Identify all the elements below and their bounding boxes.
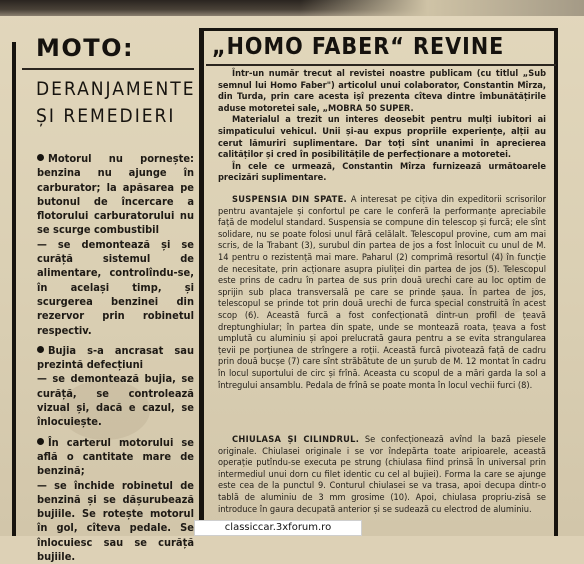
left-column-rule	[12, 42, 16, 536]
article-title: „HOMO FABER“ REVINE	[212, 34, 505, 60]
section-heading: SUSPENSIA DIN SPATE.	[232, 194, 347, 205]
article-title-underline	[206, 64, 556, 66]
left-column-title	[36, 76, 196, 130]
list-item: Bujia s-a ancrasat sau prezintă defecțiuni	[37, 343, 194, 372]
list-item-remedy: — se demontează și se curăță sistemul de alimentare, controlîndu-se, în același timp, și scurgerea benzinei din rezervor prin robinetul respectiv.	[37, 237, 194, 337]
source-caption[interactable]: classiccar.3xforum.ro	[194, 520, 362, 536]
list-item-remedy: — se demontează bujia, se curăță, se controlează vizual și, dacă e cazul, se înlocuiește.	[37, 372, 194, 429]
page-top-edge-shadow	[0, 0, 584, 16]
section-rear-suspension	[218, 194, 546, 391]
troubleshooting-list	[37, 152, 194, 564]
moto-heading-underline	[22, 68, 194, 70]
section-paragraph	[218, 194, 546, 391]
left-title-line-2: ȘI REMEDIERI	[36, 105, 176, 127]
list-item: Motorul nu pornește: benzina nu ajunge în carburator; la apăsarea pe butonul de încercare a flotorului carburatorului nu se scurge combustibil	[37, 152, 194, 237]
left-title-line-1: DERANJAMENTE	[36, 78, 196, 100]
moto-heading: MOTO:	[36, 34, 135, 62]
list-item-remedy: — se închide robinetul de benzină și se dășurubează bujiile. Se rotește motorul în gol, cîteva pedale. Se înlocuiesc sau se curăță bujiile.	[37, 478, 194, 564]
bullet-icon	[37, 154, 44, 161]
intro-paragraph: În cele ce urmează, Constantin Mîrza furnizează următoarele precizări suplimentare.	[218, 160, 546, 184]
intro-paragraph: Materialul a trezit un interes deosebit pentru mulți iubitori ai simpaticului vehicul. Unii și-au expus propriile experiențe, alții au cerut lămuriri suplimentare. Dar toți sînt unanimi în aprecierea calităților și cred în posibilitățile de perfecționare a motoretei.	[218, 114, 546, 161]
section-paragraph	[218, 434, 546, 515]
right-column-rule	[554, 28, 558, 536]
article-intro	[218, 68, 546, 184]
section-text: A interesat pe cițiva din expeditorii scrisorilor pentru avantajele și confortul pe care le conferă la performanțe apreciabile față de modelul standard. Suspensia se compune din telescop și furcă; ele sînt solidare, nu se poate folosi unul fără celălalt. Telescopul provine, cum am mai scris, de la Trabant (3), surubul din partea de jos a fost înlocuit cu unul de M. 14 pentru o rezistență mai mare. Paharul (2) comprimă resortul (4) în funcție de necesitate, prin acționare asupra piuliței din partea de jos (5). Telescopul este prins de cadru în partea de sus prin două urechi care au loc optim de sprijin sub placa transversală pe care se prinde șaua. În partea de jos, telescopul se prinde tot prin două urechi de furca special construită în acest scop (6). Această furcă a fost confecționată dintr-un profil de țeavă dreptunghiular; în partea din spate, unde se montează roata, țeava a fost umplută cu aluminiu și apoi prelucrată gaura pentru a se evita strangularea țevii pe porțiunea de strîngere a roții. Această furcă pivotează față de cadru prin două bucșe (7) care sînt străbătute de un șurub de M. 12 montat în cadru în locul suportului de circ și frînă. Aceasta cu scopul de a mări garda la sol a întregului ansamblu. Pedala de frînă se poate monta în locul vechii furci (8).	[218, 194, 547, 391]
center-column-rule	[199, 28, 204, 536]
section-cylinder-head	[218, 434, 546, 515]
article-top-rule	[204, 28, 558, 31]
intro-paragraph: Într-un număr trecut al revistei noastre publicam (cu titlul „Sub semnul lui Homo Faber") articolul unui colaborator, Constantin Mîrza, din Turda, prin care acesta ișî prezenta cîteva dintre îmbunătățirile aduse motoretei sale, „MOBRA 50 SUPER.	[218, 68, 546, 114]
bullet-icon	[37, 438, 44, 445]
list-item: În carterul motorului se află o cantitate mare de benzină;	[37, 435, 194, 478]
bullet-icon	[37, 346, 44, 353]
section-heading: CHIULASA ȘI CILINDRUL.	[232, 434, 360, 445]
section-text: Se confecționează avînd la bază piesele originale. Chiulasei originale i se vor îndepărta toate aripioarele, această operație putîndu-se executa pe strung (chiulasa fiind prinsă în universal prin intermediul unui dorn cu filet identic cu cel al bujiei). Forma la care se ajunge este cea de la punctul 9. Conturul chiulasei se va trasa, apoi decupa dintr-o tablă de aluminiu de 3 mm grosime (10). Apoi, chiulasa propriu-zisă se introduce în gaura decupată anterior și se sudează cu electrod de aluminiu.	[218, 434, 547, 515]
